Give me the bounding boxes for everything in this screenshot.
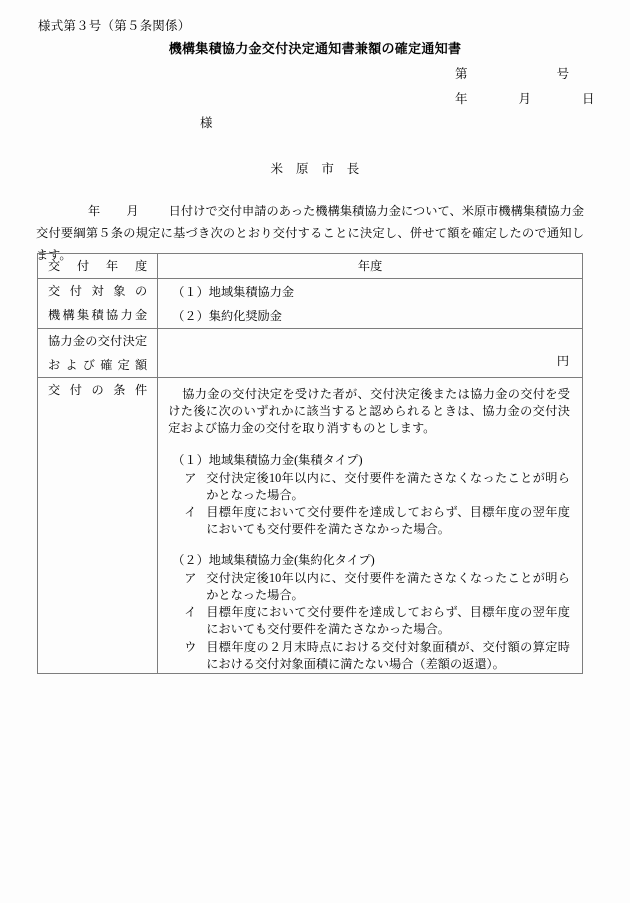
conditions-item	[168, 470, 570, 504]
value-cell-grant-amount	[158, 329, 583, 378]
table-row-grant-amount	[38, 329, 583, 378]
conditions-item-marker: ア	[184, 470, 197, 485]
label-cell-grant-year	[38, 254, 158, 279]
conditions-item-marker: ウ	[184, 639, 197, 654]
conditions-group-title: （１）地域集積協力金(集積タイプ)	[172, 452, 363, 467]
conditions-item-text: 交付決定後10年以内に、交付要件を満たさなくなったことが明らかとなった場合。	[206, 470, 570, 503]
addressee-line: 様	[200, 116, 213, 130]
grant-target-label-line2: 機構集積協力金	[48, 308, 148, 322]
intro-text-1: 日付けで交付申請のあった機構集積協力金について、米原市機構集積協力金交付要	[36, 204, 585, 240]
value-cell-grant-target	[158, 279, 583, 329]
document-number-line: 第 号	[455, 67, 570, 81]
conditions-group	[168, 552, 570, 673]
grant-target-label	[38, 279, 157, 327]
conditions-group	[168, 452, 570, 539]
grant-amount-label-line2: および確定額	[48, 358, 148, 372]
grant-conditions-label: 交付の条件	[48, 383, 148, 397]
conditions-group-title: （２）地域集積協力金(集約化タイプ)	[172, 552, 375, 567]
grant-amount-label-line1: 協力金の交付決定	[48, 334, 148, 348]
intro-year: 年	[88, 204, 101, 218]
table-row-grant-year	[38, 254, 583, 279]
conditions-item	[168, 639, 570, 673]
label-cell-grant-amount	[38, 329, 158, 378]
table-row-grant-conditions	[38, 378, 583, 674]
conditions-item	[168, 504, 570, 538]
conditions-lead-paragraph: 協力金の交付決定を受けた者が、交付決定後または協力金の交付を受けた後に次のいずれかに該当すると認められるときは、協力金の交付決定および協力金の交付を取り消すものとします。	[168, 387, 570, 436]
conditions-item-text: 目標年度において交付要件を達成しておらず、目標年度の翌年度においても交付要件を満たさなかった場合。	[206, 605, 570, 637]
conditions-item-marker: ア	[184, 570, 197, 585]
value-cell-grant-conditions	[158, 378, 583, 674]
grant-amount-unit: 円	[556, 354, 569, 368]
grant-year-value: 年度	[357, 259, 383, 273]
grant-conditions-body	[158, 378, 582, 673]
issuer-line: 米 原 市 長	[270, 162, 360, 176]
grant-target-label-line1: 交付対象の	[48, 284, 148, 298]
grant-year-label: 交付年度	[48, 259, 148, 273]
intro-text-2: 綱第５条の規定に基づき次のとおり交付することに決定し、併せて額を確定したので通知します。	[36, 226, 585, 262]
conditions-item-marker: イ	[184, 505, 197, 520]
grant-amount-label	[38, 329, 157, 377]
document-date-line: 年 月 日	[455, 92, 595, 106]
value-cell-grant-year	[158, 254, 583, 279]
label-cell-grant-conditions	[38, 378, 158, 674]
grant-target-list	[158, 279, 582, 328]
conditions-item	[168, 570, 570, 604]
page-title: 機構集積協力金交付決定通知書兼額の確定通知書	[168, 41, 462, 56]
conditions-item	[168, 604, 570, 638]
grant-details-table	[37, 253, 583, 674]
conditions-item-text: 目標年度において交付要件を達成しておらず、目標年度の翌年度においても交付要件を満たさなかった場合。	[206, 505, 570, 537]
intro-month: 月	[126, 204, 139, 218]
conditions-item-text: 目標年度の２月末時点における交付対象面積が、交付額の算定時における交付対象面積に満たない場合（差額の返還）。	[206, 639, 570, 671]
conditions-item-text: 交付決定後10年以内に、交付要件を満たさなくなったことが明らかとなった場合。	[206, 570, 570, 603]
grant-target-item: （２）集約化奨励金	[172, 309, 282, 323]
label-cell-grant-target	[38, 279, 158, 329]
grant-target-item: （１）地域集積協力金	[172, 285, 295, 299]
conditions-item-marker: イ	[184, 605, 197, 620]
grant-amount-entry-area	[158, 329, 582, 372]
form-number: 様式第３号（第５条関係）	[38, 19, 191, 33]
table-row-grant-target	[38, 279, 583, 329]
